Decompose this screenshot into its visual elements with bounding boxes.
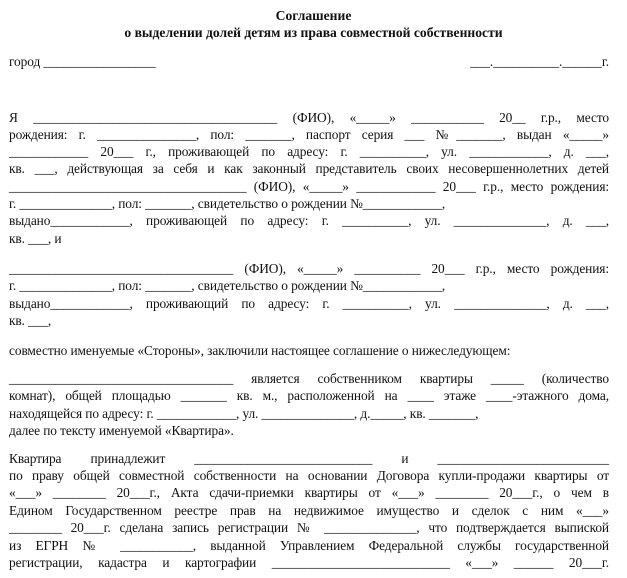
text-line: __________________________________ является собственником квартиры _____ (количество bbox=[9, 371, 609, 386]
text-line: Я _____________________________________ (ФИО), «_____» ___________ 20__ г.р., место bbox=[9, 110, 609, 125]
city-field: город _________________ bbox=[9, 54, 156, 69]
text-line: выдано____________, проживающий по адресу: г. __________, ул. ______________, д. ___, bbox=[9, 296, 609, 311]
text-line: г. ______________, пол: _______, свидетельство о рождении №____________, bbox=[9, 196, 446, 211]
text-line: Квартира принадлежит ___________________________ и __________________________ bbox=[9, 451, 609, 466]
date-field: ___.__________.______г. bbox=[470, 54, 609, 69]
text-line: выдано____________, проживающей по адресу: г. __________, ул. ______________, д. ___, bbox=[9, 213, 609, 228]
text-line: ____________________________________ (ФИО), «_____» ____________ 20___ г.р., место рождения: bbox=[9, 179, 609, 194]
text-line: рождения: г. _______________, пол: _______, паспорт серия ___ №_______, выдан «_____» bbox=[9, 127, 609, 142]
text-line: находящейся по адресу: г. ____________, ул. ______________, д._____, кв. _______, bbox=[9, 406, 479, 421]
text-line: Едином Государственном реестре прав на недвижимое имущество и сделок с ним «___» bbox=[9, 503, 609, 518]
parties-line: совместно именуемые «Стороны», заключили настоящее соглашение о нижеследующем: bbox=[9, 343, 511, 358]
text-line: кв. ___, bbox=[9, 313, 52, 328]
text-line: кв. ___, и bbox=[9, 231, 62, 246]
text-line: «___» ________ 20___г., Акта сдачи-приемки квартиры от «___» ________ 20___г., о чем в bbox=[9, 485, 609, 500]
text-line: __________________________________ (ФИО), «_____» __________ 20___ г.р., место рождения: bbox=[9, 261, 609, 276]
text-line: из ЕГРН № ___________, выданной Управлением Федеральной службы государственной bbox=[9, 538, 609, 553]
text-line: по праву общей совместной собственности на основании Договора купли-продажи квартиры от bbox=[9, 468, 609, 483]
text-line: комнат), общей площадью _______ кв. м., расположенной на ____ этаже ____-этажного дома, bbox=[9, 388, 609, 403]
city-date-line bbox=[9, 53, 609, 70]
text-line: далее по тексту именуемой «Квартира». bbox=[9, 423, 234, 438]
text-line: ________ 20___г. сделана запись регистрации № ______________, что подтверждается выпиской bbox=[9, 520, 609, 535]
document-title: Соглашение bbox=[275, 8, 352, 23]
text-line: кв. ___, действующая за себя и как законный представитель своих несовершеннолетних детей bbox=[9, 161, 609, 176]
text-line: г. ______________, пол: _______, свидетельство о рождении №____________, bbox=[9, 278, 446, 293]
document-subtitle: о выделении долей детям из права совместной собственности bbox=[124, 25, 503, 40]
text-line: ____________ 20___ г., проживающей по адресу: г. __________, ул. ____________, д. ___, bbox=[9, 144, 609, 159]
text-line: регистрации, кадастра и картографии ___________________________ «___» ______ 20___г. bbox=[9, 555, 609, 570]
